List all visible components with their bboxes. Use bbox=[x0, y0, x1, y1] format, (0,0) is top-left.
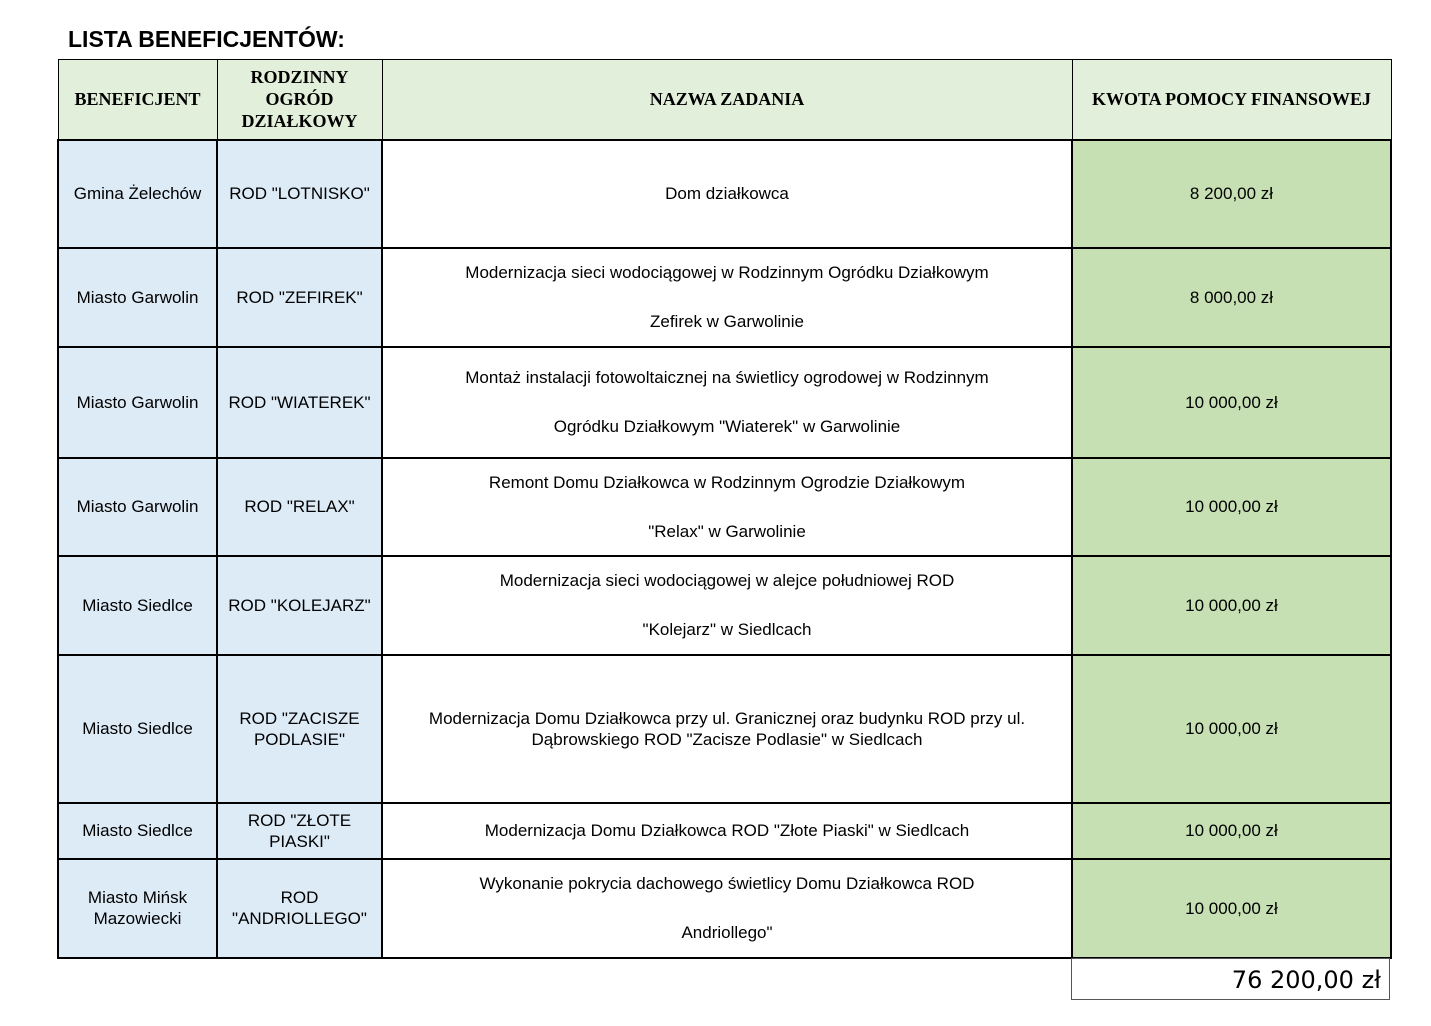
header-kwota: KWOTA POMOCY FINANSOWEJ bbox=[1072, 60, 1391, 140]
header-beneficjent: BENEFICJENT bbox=[58, 60, 217, 140]
cell-rod: ROD "ZEFIREK" bbox=[217, 248, 382, 347]
table-row bbox=[58, 458, 1391, 556]
task-line: Zefirek w Garwolinie bbox=[650, 312, 804, 331]
table-row bbox=[58, 140, 1391, 248]
header-rod: RODZINNY OGRÓD DZIAŁKOWY bbox=[217, 60, 382, 140]
cell-beneficjent: Miasto Siedlce bbox=[58, 655, 217, 803]
cell-nazwa-zadania bbox=[382, 347, 1072, 458]
task-line: Modernizacja Domu Działkowca przy ul. Granicznej oraz budynku ROD przy ul. Dąbrowskiego ROD "Zacisze Podlasie" w Siedlcach bbox=[428, 708, 1026, 749]
cell-nazwa-zadania bbox=[382, 248, 1072, 347]
cell-rod: ROD "ZACISZE PODLASIE" bbox=[217, 655, 382, 803]
cell-beneficjent: Gmina Żelechów bbox=[58, 140, 217, 248]
table-row bbox=[58, 803, 1391, 859]
cell-kwota: 10 000,00 zł bbox=[1072, 803, 1391, 859]
task-line: "Relax" w Garwolinie bbox=[648, 521, 806, 541]
beneficiaries-table bbox=[57, 59, 1392, 959]
table-header-row bbox=[58, 60, 1391, 140]
cell-rod: ROD "LOTNISKO" bbox=[217, 140, 382, 248]
cell-kwota: 10 000,00 zł bbox=[1072, 859, 1391, 958]
cell-nazwa-zadania bbox=[382, 458, 1072, 556]
cell-rod: ROD "ZŁOTE PIASKI" bbox=[217, 803, 382, 859]
task-line: Modernizacja sieci wodociągowej w Rodzinnym Ogródku Działkowym bbox=[465, 263, 989, 282]
cell-nazwa-zadania bbox=[382, 655, 1072, 803]
task-line: Modernizacja sieci wodociągowej w alejce południowej ROD bbox=[499, 571, 955, 590]
table-row bbox=[58, 556, 1391, 655]
cell-beneficjent: Miasto Siedlce bbox=[58, 803, 217, 859]
cell-kwota: 8 200,00 zł bbox=[1072, 140, 1391, 248]
cell-kwota: 10 000,00 zł bbox=[1072, 458, 1391, 556]
page-title: LISTA BENEFICJENTÓW: bbox=[68, 26, 345, 52]
table-row bbox=[58, 859, 1391, 958]
task-line: Remont Domu Działkowca w Rodzinnym Ogrodzie Działkowym bbox=[488, 472, 966, 492]
cell-rod: ROD "RELAX" bbox=[217, 458, 382, 556]
task-line: Montaż instalacji fotowoltaicznej na świetlicy ogrodowej w Rodzinnym bbox=[465, 368, 989, 387]
table-row bbox=[58, 655, 1391, 803]
cell-beneficjent: Miasto Garwolin bbox=[58, 347, 217, 458]
table-row bbox=[58, 248, 1391, 347]
cell-beneficjent: Miasto Garwolin bbox=[58, 248, 217, 347]
cell-rod: ROD "WIATEREK" bbox=[217, 347, 382, 458]
task-line: "Kolejarz" w Siedlcach bbox=[642, 620, 812, 639]
cell-kwota: 8 000,00 zł bbox=[1072, 248, 1391, 347]
task-line: Modernizacja Domu Działkowca ROD "Złote Piaski" w Siedlcach bbox=[484, 821, 970, 840]
cell-beneficjent: Miasto Garwolin bbox=[58, 458, 217, 556]
task-line: Andriollego" bbox=[681, 923, 773, 942]
cell-kwota: 10 000,00 zł bbox=[1072, 347, 1391, 458]
task-line: Wykonanie pokrycia dachowego świetlicy Domu Działkowca ROD bbox=[479, 874, 975, 893]
task-line: Dom działkowca bbox=[665, 184, 789, 203]
task-line: Ogródku Działkowym "Wiaterek" w Garwolinie bbox=[553, 417, 901, 436]
cell-nazwa-zadania bbox=[382, 859, 1072, 958]
cell-kwota: 10 000,00 zł bbox=[1072, 655, 1391, 803]
cell-nazwa-zadania bbox=[382, 556, 1072, 655]
cell-nazwa-zadania bbox=[382, 803, 1072, 859]
total-amount: 76 200,00 zł bbox=[1071, 958, 1390, 1000]
cell-beneficjent: Miasto Siedlce bbox=[58, 556, 217, 655]
cell-kwota: 10 000,00 zł bbox=[1072, 556, 1391, 655]
cell-beneficjent: Miasto Mińsk Mazowiecki bbox=[58, 859, 217, 958]
cell-nazwa-zadania bbox=[382, 140, 1072, 248]
table-row bbox=[58, 347, 1391, 458]
header-nazwa-zadania: NAZWA ZADANIA bbox=[382, 60, 1072, 140]
cell-rod: ROD "ANDRIOLLEGO" bbox=[217, 859, 382, 958]
cell-rod: ROD "KOLEJARZ" bbox=[217, 556, 382, 655]
